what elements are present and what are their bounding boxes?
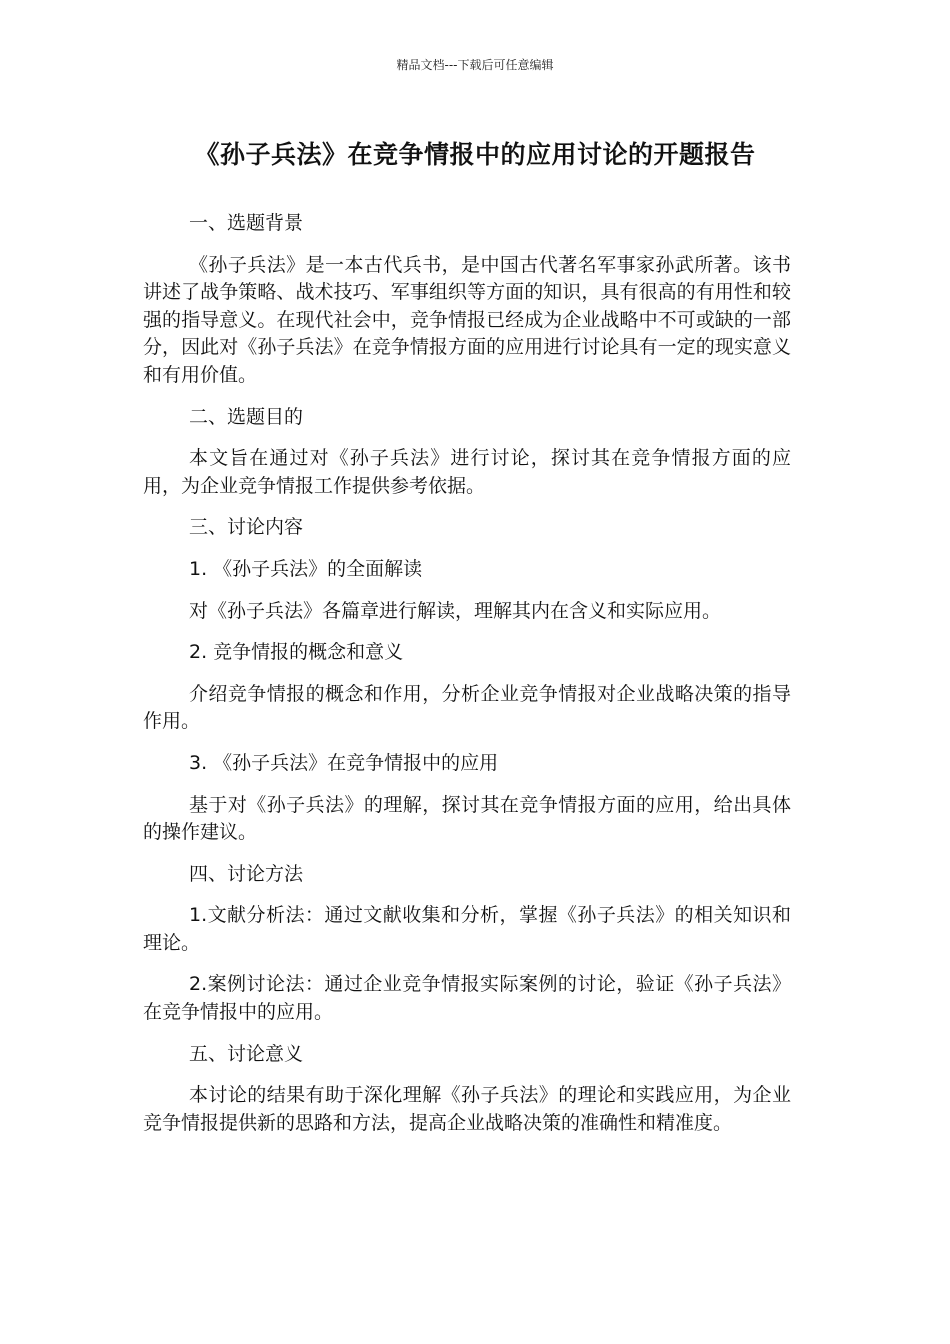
section-heading-background: 一、选题背景 (189, 212, 304, 234)
paragraph-application: 基于对《孙子兵法》的理解，探讨其在竞争情报方面的应用，给出具体的操作建议。 (143, 793, 791, 844)
subheading-application: 3. 《孙子兵法》在竞争情报中的应用 (189, 751, 499, 774)
paragraph-method-literature: 1.文献分析法：通过文献收集和分析，掌握《孙子兵法》的相关知识和理论。 (143, 904, 791, 954)
paragraph-concept: 介绍竞争情报的概念和作用，分析企业竞争情报对企业战略决策的指导作用。 (143, 682, 791, 733)
section-heading-content: 三、讨论内容 (189, 516, 304, 539)
section-heading-significance: 五、讨论意义 (189, 1042, 304, 1065)
paragraph-interpretation: 对《孙子兵法》各篇章进行解读，理解其内在含义和实际应用。 (189, 599, 722, 622)
section-heading-purpose: 二、选题目的 (189, 405, 304, 428)
subheading-concept: 2. 竞争情报的概念和意义 (189, 641, 404, 664)
paragraph-purpose: 本文旨在通过对《孙子兵法》进行讨论，探讨其在竞争情报方面的应用，为企业竞争情报工作提供参考依据。 (143, 447, 791, 497)
paragraph-method-case: 2.案例讨论法：通过企业竞争情报实际案例的讨论，验证《孙子兵法》在竞争情报中的应用。 (143, 973, 791, 1024)
header-note: 精品文档---下载后可任意编辑 (396, 58, 554, 72)
paragraph-significance: 本讨论的结果有助于深化理解《孙子兵法》的理论和实践应用，为企业竞争情报提供新的思路和方法，提高企业战略决策的准确性和精准度。 (143, 1084, 791, 1134)
section-heading-methods: 四、讨论方法 (189, 862, 304, 885)
subheading-interpretation: 1. 《孙子兵法》的全面解读 (189, 557, 423, 580)
paragraph-background: 《孙子兵法》是一本古代兵书，是中国古代著名军事家孙武所著。该书讲述了战争策略、战术技巧、军事组织等方面的知识，具有很高的有用性和较强的指导意义。在现代社会中，竞争情报已经成为企业战略中不可或缺的一部分，因此对《孙子兵法》在竞争情报方面的应用进行讨论具有一定的现实意义和有用价值。 (143, 253, 791, 386)
document-body (143, 210, 791, 1137)
document-title: 《孙子兵法》在竞争情报中的应用讨论的开题报告 (194, 140, 756, 169)
